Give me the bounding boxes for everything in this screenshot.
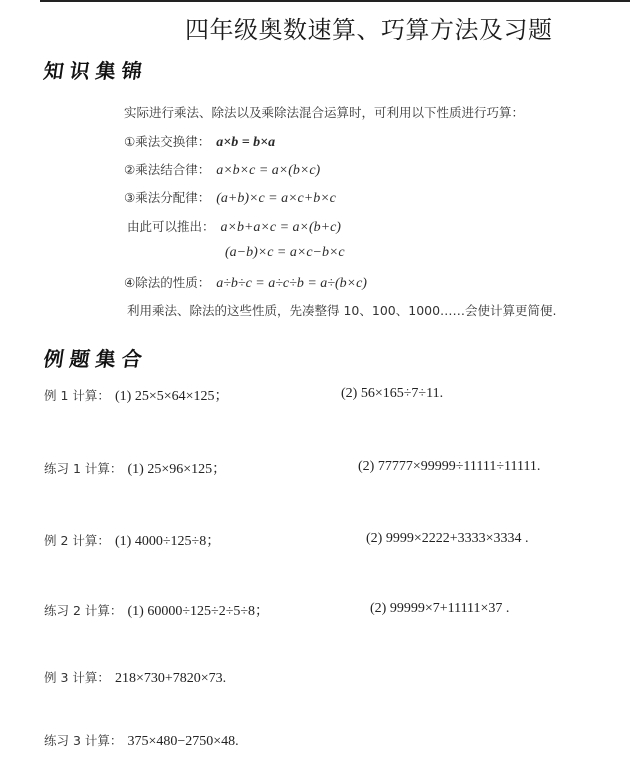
problem-part-1: (1) 25×5×64×125； [115,389,229,404]
rule-formula: a×b = b×a [216,135,276,150]
problem-example-2 [44,530,220,550]
problem-practice-1 [44,458,226,478]
rule-formula: (a+b)×c = a×c+b×c [216,191,336,206]
rule-derived-2 [219,245,345,261]
problem-label: 例 1 计算： [44,388,110,403]
problem-practice-2-part-2: (2) 99999×7+11111×37 . [370,601,510,616]
knowledge-note: 利用乘法、除法的这些性质，先凑整得 10、100、1000……会使计算更简便. [127,303,557,318]
rule-label: ①乘法交换律： [124,134,211,149]
problem-label: 练习 1 计算： [44,461,123,476]
top-border-line [40,0,630,2]
problem-practice-1-part-2: (2) 77777×99999÷11111÷11111. [358,459,541,474]
problem-practice-2 [44,600,269,620]
problem-example-1-part-2: (2) 56×165÷7÷11. [341,386,444,401]
page-title: 四年级奥数速算、巧算方法及习题 [185,16,553,44]
rule-label: ③乘法分配律： [124,190,211,205]
problem-part-1: 375×480−2750×48. [127,734,239,749]
problem-part-1: (1) 60000÷125÷2÷5÷8； [127,604,270,619]
problem-label: 例 2 计算： [44,533,110,548]
rule-label: 由此可以推出： [127,219,215,234]
rule-commutative [124,132,275,151]
rule-derived-1 [127,217,341,236]
problem-label: 例 3 计算： [44,670,110,685]
problem-label: 练习 3 计算： [44,733,123,748]
section-heading-examples: 例题集合 [42,347,150,371]
problem-example-3 [44,667,226,687]
rule-formula: a÷b÷c = a÷c÷b = a÷(b×c) [216,276,367,291]
problem-part-1: 218×730+7820×73. [115,671,227,686]
knowledge-intro: 实际进行乘法、除法以及乘除法混合运算时，可利用以下性质进行巧算： [124,105,525,120]
rule-associative [124,160,320,179]
rule-label: ②乘法结合律： [124,162,211,177]
section-heading-knowledge: 知识集锦 [42,59,150,83]
rule-formula: (a−b)×c = a×c−b×c [225,245,345,260]
problem-example-2-part-2: (2) 9999×2222+3333×3334 . [366,531,529,546]
problem-label: 练习 2 计算： [44,603,123,618]
rule-distributive [124,188,336,207]
rule-division [124,273,367,292]
rule-label: ④除法的性质： [124,275,211,290]
problem-part-1: (1) 25×96×125； [127,462,227,477]
problem-part-1: (1) 4000÷125÷8； [115,534,221,549]
problem-example-1 [44,385,229,405]
rule-formula: a×b+a×c = a×(b+c) [220,220,341,235]
rule-formula: a×b×c = a×(b×c) [216,163,321,178]
problem-practice-3 [44,730,239,750]
